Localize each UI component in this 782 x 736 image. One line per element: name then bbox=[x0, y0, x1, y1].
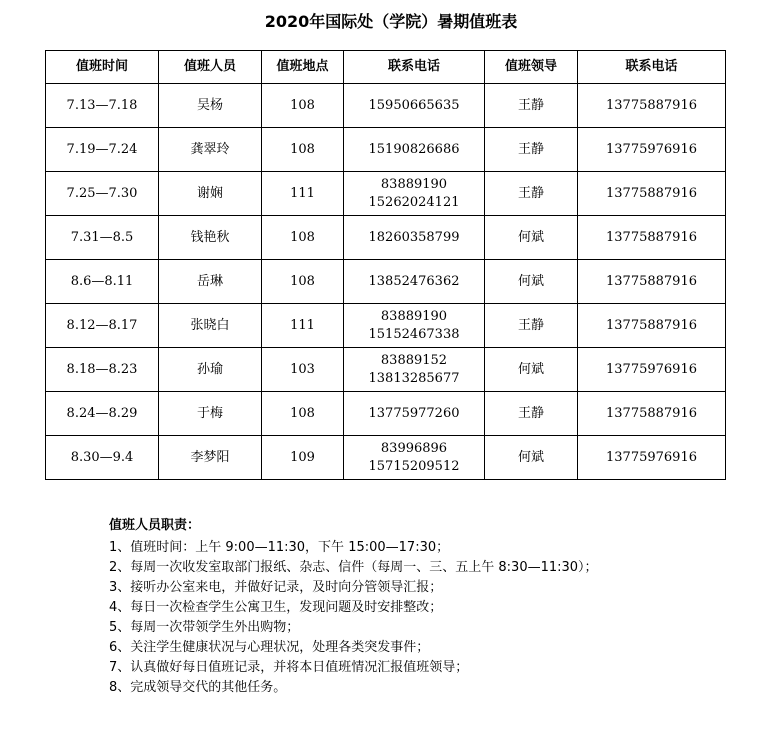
responsibilities-list bbox=[109, 538, 598, 698]
cell-duty-leader: 何斌 bbox=[485, 436, 578, 480]
cell-contact-phone bbox=[344, 392, 485, 436]
cell-duty-person: 孙瑜 bbox=[159, 348, 262, 392]
cell-duty-time: 8.24—8.29 bbox=[46, 392, 159, 436]
responsibility-item: 1、值班时间：上午 9:00—11:30，下午 15:00—17:30； bbox=[109, 540, 450, 555]
cell-duty-person: 张晓白 bbox=[159, 304, 262, 348]
table-header-row bbox=[46, 51, 726, 84]
header-leader-phone: 联系电话 bbox=[578, 51, 726, 84]
cell-duty-location: 108 bbox=[262, 84, 344, 128]
cell-duty-person: 龚翠玲 bbox=[159, 128, 262, 172]
cell-duty-person: 于梅 bbox=[159, 392, 262, 436]
cell-duty-time: 7.19—7.24 bbox=[46, 128, 159, 172]
cell-duty-time: 8.6—8.11 bbox=[46, 260, 159, 304]
header-duty-person: 值班人员 bbox=[159, 51, 262, 84]
cell-duty-location: 108 bbox=[262, 216, 344, 260]
responsibility-item: 2、每周一次收发室取部门报纸、杂志、信件（每周一、三、五上午 8:30—11:30）； bbox=[109, 560, 598, 575]
table-row bbox=[46, 304, 726, 348]
cell-duty-location: 109 bbox=[262, 436, 344, 480]
page-title: 2020年国际处（学院）暑期值班表 bbox=[264, 12, 518, 31]
cell-contact-phone bbox=[344, 128, 485, 172]
contact-phone-line: 15152467338 bbox=[368, 326, 460, 342]
contact-phone-line: 83889190 bbox=[380, 308, 448, 324]
cell-duty-time: 7.13—7.18 bbox=[46, 84, 159, 128]
table-row bbox=[46, 128, 726, 172]
responsibilities-heading: 值班人员职责： bbox=[109, 518, 201, 533]
cell-duty-location: 108 bbox=[262, 128, 344, 172]
responsibility-item: 7、认真做好每日值班记录，并将本日值班情况汇报值班领导； bbox=[109, 660, 469, 675]
cell-duty-leader: 王静 bbox=[485, 172, 578, 216]
cell-duty-leader: 何斌 bbox=[485, 216, 578, 260]
contact-phone-line: 13813285677 bbox=[368, 370, 460, 386]
header-duty-time: 值班时间 bbox=[46, 51, 159, 84]
cell-duty-leader: 王静 bbox=[485, 392, 578, 436]
contact-phone-line: 18260358799 bbox=[368, 229, 460, 245]
responsibility-item: 3、接听办公室来电，并做好记录，及时向分管领导汇报； bbox=[109, 580, 443, 595]
contact-phone-line: 13775977260 bbox=[368, 405, 460, 421]
responsibility-item: 4、每日一次检查学生公寓卫生，发现问题及时安排整改； bbox=[109, 600, 443, 615]
cell-contact-phone bbox=[344, 260, 485, 304]
contact-phone-line: 15190826686 bbox=[368, 141, 460, 157]
cell-contact-phone bbox=[344, 216, 485, 260]
cell-duty-leader: 王静 bbox=[485, 84, 578, 128]
cell-leader-phone: 13775976916 bbox=[578, 128, 726, 172]
header-duty-leader: 值班领导 bbox=[485, 51, 578, 84]
cell-contact-phone bbox=[344, 304, 485, 348]
table-row bbox=[46, 172, 726, 216]
table-row bbox=[46, 84, 726, 128]
contact-phone-line: 15262024121 bbox=[368, 194, 460, 210]
cell-duty-leader: 王静 bbox=[485, 128, 578, 172]
contact-phone-line: 13852476362 bbox=[368, 273, 460, 289]
contact-phone-line: 15715209512 bbox=[368, 458, 460, 474]
table-row bbox=[46, 392, 726, 436]
cell-duty-person: 钱艳秋 bbox=[159, 216, 262, 260]
table-row bbox=[46, 216, 726, 260]
table-row bbox=[46, 436, 726, 480]
cell-leader-phone: 13775887916 bbox=[578, 172, 726, 216]
cell-duty-leader: 何斌 bbox=[485, 260, 578, 304]
contact-phone-line: 15950665635 bbox=[368, 97, 460, 113]
duty-responsibilities bbox=[109, 516, 598, 698]
duty-schedule-table bbox=[45, 50, 726, 480]
cell-leader-phone: 13775887916 bbox=[578, 260, 726, 304]
cell-contact-phone bbox=[344, 172, 485, 216]
cell-duty-time: 8.18—8.23 bbox=[46, 348, 159, 392]
cell-duty-person: 吴杨 bbox=[159, 84, 262, 128]
cell-contact-phone bbox=[344, 348, 485, 392]
cell-duty-person: 李梦阳 bbox=[159, 436, 262, 480]
cell-duty-leader: 何斌 bbox=[485, 348, 578, 392]
cell-duty-person: 谢娴 bbox=[159, 172, 262, 216]
responsibility-item: 6、关注学生健康状况与心理状况，处理各类突发事件； bbox=[109, 640, 430, 655]
cell-contact-phone bbox=[344, 84, 485, 128]
contact-phone-line: 83889152 bbox=[380, 352, 448, 368]
cell-contact-phone bbox=[344, 436, 485, 480]
cell-duty-time: 8.30—9.4 bbox=[46, 436, 159, 480]
table-row bbox=[46, 348, 726, 392]
responsibility-item: 8、完成领导交代的其他任务。 bbox=[109, 680, 287, 695]
header-duty-location: 值班地点 bbox=[262, 51, 344, 84]
cell-leader-phone: 13775887916 bbox=[578, 216, 726, 260]
cell-duty-location: 108 bbox=[262, 260, 344, 304]
cell-duty-leader: 王静 bbox=[485, 304, 578, 348]
table-row bbox=[46, 260, 726, 304]
header-contact-phone: 联系电话 bbox=[344, 51, 485, 84]
cell-leader-phone: 13775976916 bbox=[578, 436, 726, 480]
cell-duty-time: 7.31—8.5 bbox=[46, 216, 159, 260]
cell-duty-location: 111 bbox=[262, 304, 344, 348]
responsibility-item: 5、每周一次带领学生外出购物； bbox=[109, 620, 300, 635]
cell-duty-location: 108 bbox=[262, 392, 344, 436]
cell-duty-time: 8.12—8.17 bbox=[46, 304, 159, 348]
cell-leader-phone: 13775887916 bbox=[578, 304, 726, 348]
cell-leader-phone: 13775976916 bbox=[578, 348, 726, 392]
cell-duty-person: 岳琳 bbox=[159, 260, 262, 304]
cell-leader-phone: 13775887916 bbox=[578, 84, 726, 128]
cell-duty-location: 103 bbox=[262, 348, 344, 392]
cell-duty-time: 7.25—7.30 bbox=[46, 172, 159, 216]
contact-phone-line: 83889190 bbox=[380, 176, 448, 192]
cell-leader-phone: 13775887916 bbox=[578, 392, 726, 436]
contact-phone-line: 83996896 bbox=[380, 440, 448, 456]
cell-duty-location: 111 bbox=[262, 172, 344, 216]
